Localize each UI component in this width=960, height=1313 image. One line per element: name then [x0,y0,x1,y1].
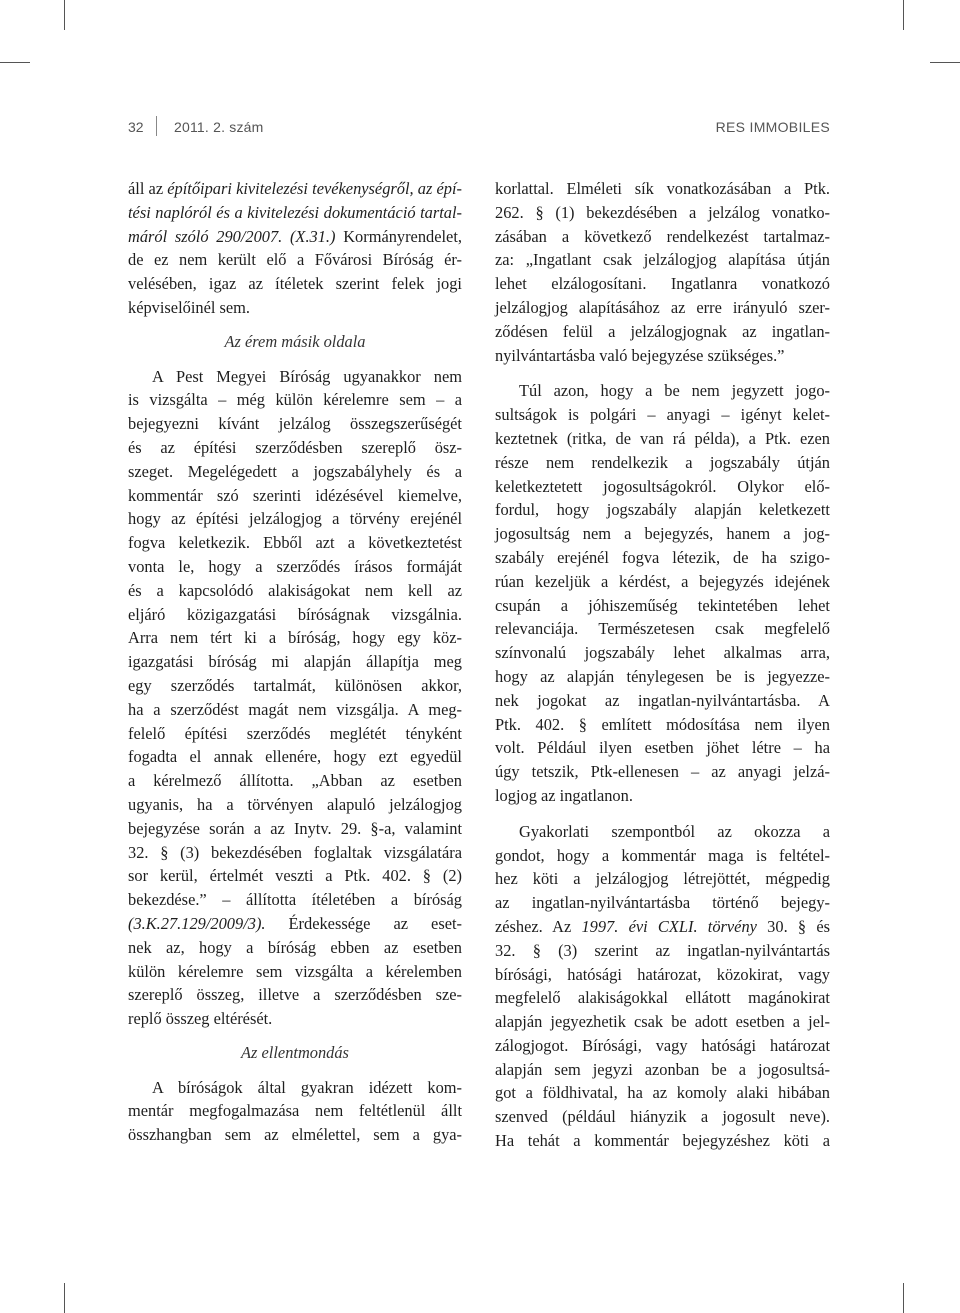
text-line [495,713,830,737]
text-segment: az ingatlan-nyilvántartásba történő bejegy- [495,893,830,913]
text-segment: színvonalú jogszabály lehet alkalmas arra, [495,643,830,663]
italic-text: tési naplóról és a kivitelezési dokumentáció tartal- [128,202,462,222]
crop-mark [64,1283,65,1313]
text-line [495,820,830,844]
text-line [128,248,462,272]
text-segment: logjog az ingatlanon. [495,785,633,805]
text-line [495,1058,830,1082]
left-paragraph-1 [128,177,462,320]
text-line [495,498,830,522]
text-segment: és a kapcsolódó alakiságokat nem kell az [128,580,462,600]
text-line [495,403,830,427]
text-segment: A Pest Megyei Bíróság ugyanakkor nem [152,366,462,386]
text-segment: de ez nem került elő a Fővárosi Bíróság ér- [128,250,462,270]
text-line [495,1034,830,1058]
text-line [128,1076,462,1100]
text-line [495,570,830,594]
text-line [495,736,830,760]
text-line [128,177,462,201]
text-segment: külön kérelemre sem vizsgálta a kérelemben [128,961,462,981]
italic-text: építőipari kivitelezési tevékenységről, az épí- [167,179,462,198]
text-segment: Túl azon, hogy a be nem jegyzett jogo- [519,381,830,401]
text-line [495,379,830,403]
text-segment: jelzálogjog alapításához az erre irányuló szer- [495,297,830,317]
text-line [495,248,830,272]
text-segment: bejegyzése során a az Inytv. 29. §-a, valamint [128,818,462,838]
text-line [128,603,462,627]
text-segment: sultságok is polgári – anyagi – igényt kelet- [495,405,830,425]
section-heading: Az érem másik oldala [224,331,366,351]
text-line [128,793,462,817]
crop-mark [903,0,904,30]
text-segment: szeget. Megelégedett a jogszabályhely és a [128,461,462,481]
text-segment: keztetnek (ritka, de van rá példa), a Ptk. ezen [495,428,830,448]
text-line [128,1099,462,1123]
text-segment: got a földhivatal, ha az komoly alaki hibában [495,1083,830,1103]
text-segment: Kormányrendelet, [335,226,462,246]
text-line [495,272,830,296]
text-line [128,225,462,249]
text-line [128,912,462,936]
text-segment: ződésen felül a jelzálogjognak az ingatlan- [495,321,830,341]
text-segment: volt. Például ilyen esetben jöhet létre – ha [495,738,830,758]
text-segment: rúan kezeljük a kérdést, a bejegyzés idejének [495,571,830,591]
text-line [128,650,462,674]
right-column [495,177,830,1153]
text-line [495,225,830,249]
text-line [495,594,830,618]
text-segment: áll az [128,179,168,198]
text-line [495,986,830,1010]
text-line [128,864,462,888]
text-line [495,1010,830,1034]
text-line [128,722,462,746]
text-line [495,177,830,201]
text-segment: ugyanis, ha a törvényen alapuló jelzálogjog [128,794,462,814]
text-line [495,1129,830,1153]
text-line [128,936,462,960]
text-segment: szereplő összeg, illetve a szerződésben sze- [128,985,462,1005]
text-line [128,698,462,722]
text-segment: bírósági, hatósági határozat, közokirat, vagy [495,964,830,984]
text-segment: fogva keletkezik. Ebből azt a következtetést [128,533,462,553]
text-line [128,412,462,436]
paragraph-gap [495,367,830,379]
text-line [128,296,462,320]
text-line [495,1105,830,1129]
text-line [128,769,462,793]
text-segment: za: „Ingatlant csak jelzálogjog alapítása útján [495,250,830,270]
text-line [495,844,830,868]
text-line [128,365,462,389]
text-segment: korlattal. Elméleti sík vonatkozásában a Ptk. [495,179,830,198]
text-segment: Érdekessége az eset- [265,913,462,933]
text-segment: igazgatási bíróság mi alapján állapítja meg [128,652,462,672]
text-line [495,344,830,368]
text-segment: egy szerződés tartalmát, különösen akkor, [128,675,462,695]
text-line [128,960,462,984]
text-line [128,436,462,460]
text-segment: szabály erejénél fogva létezik, de ha szigo- [495,547,830,567]
text-segment: bejegyezni kívánt jelzálog összegszerűségét [128,414,462,434]
text-segment: 30. § és [756,916,830,936]
page-number: 32 [128,119,144,135]
text-segment: hogy az alapján ténylegesen be is jegyezze- [495,666,830,686]
text-line [495,451,830,475]
text-line [495,760,830,784]
left-column [128,177,462,1147]
text-line [128,555,462,579]
running-header [128,119,830,141]
crop-mark [930,62,960,63]
text-segment: hez köti a jelzálogjog létrejöttét, mégpedig [495,869,830,889]
section-heading: Az ellentmondás [241,1042,349,1062]
text-line [128,388,462,412]
text-line [495,617,830,641]
text-segment: 32. § (3) szerint az ingatlan-nyilvántartás [495,940,830,960]
text-line [495,867,830,891]
text-segment: gondot, hogy a kommentár maga is feltétel- [495,845,830,865]
text-line [495,641,830,665]
text-segment: zásában a következő rendelkezést tartalmaz- [495,226,830,246]
text-segment: nek jogokat az ingatlan-nyilvántartásba. A [495,690,830,710]
paragraph-gap [495,808,830,820]
text-segment: eljáró közigazgatási bíróságnak vizsgálnia. [128,604,462,624]
text-segment: a kérelmező állította. „Abban az esetben [128,771,462,791]
text-line [495,689,830,713]
text-line [128,484,462,508]
text-segment: Gyakorlati szempontból az okozza a [519,821,830,841]
text-segment: úgy tetszik, Ptk-ellenesen – az anyagi jelzá- [495,762,830,782]
text-segment: és az építési szerződésben szereplő ösz- [128,437,462,457]
text-segment: szenved (például hiányzik a jogosult neve). [495,1107,830,1127]
issue-label: 2011. 2. szám [174,119,264,135]
text-segment: keletkeztetett jogosultságokról. Olykor elő- [495,476,830,496]
text-line [495,522,830,546]
text-line [495,475,830,499]
text-segment: relevanciája. Természetesen csak megfelelő [495,619,830,639]
right-paragraph-3 [495,820,830,1153]
text-segment: összhangban sem az elmélettel, sem a gya- [128,1125,462,1145]
text-line [128,579,462,603]
header-divider [156,116,157,136]
text-segment: jogosultság nem a bejegyzés, hanem a jog- [495,524,830,544]
text-line [495,427,830,451]
text-line [128,626,462,650]
crop-mark [0,62,30,63]
text-segment: felelő építési szerződés meglétét tényként [128,723,462,743]
journal-title: RES IMMOBILES [715,119,830,135]
text-line [495,296,830,320]
italic-text: 1997. évi CXLI. törvény [581,916,757,936]
right-paragraph-2 [495,379,830,807]
text-line [495,915,830,939]
crop-mark [903,1283,904,1313]
text-line [128,201,462,225]
text-line [495,891,830,915]
text-line [128,531,462,555]
text-segment: Arra nem tért ki a bíróság, hogy egy köz- [128,628,462,648]
text-segment: nyilvántartásba való bejegyzése szükséges.” [495,345,785,365]
text-segment: zálogjogot. Bírósági, vagy hatósági határozat [495,1035,830,1055]
text-segment: 262. § (1) bekezdésében a jelzálog vonatko- [495,202,830,222]
text-segment: bekezdése.” – állította ítéletében a bíróság [128,890,462,910]
italic-text: (3.K.27.129/2009/3). [128,913,266,933]
text-segment: Ha tehát a kommentár bejegyzéshez köti a [495,1131,830,1151]
text-segment: ha a szerződést magát nem vizsgálja. A meg- [128,699,462,719]
right-paragraph-1 [495,177,830,367]
crop-mark [64,0,65,30]
text-segment: velésében, igaz az ítéletek szerint felek jogi [128,274,462,294]
text-line [495,320,830,344]
text-line [128,983,462,1007]
text-segment: sor kerül, értelmét veszti a Ptk. 402. § (2) [128,866,462,886]
text-line [128,272,462,296]
text-line [128,745,462,769]
text-line [128,674,462,698]
text-segment: Ptk. 402. § említett módosítása nem ilyen [495,714,830,734]
text-line [495,546,830,570]
text-line [495,939,830,963]
text-segment: fordul, hogy jogszabály alapján keletkezett [495,500,830,520]
text-segment: képviselőinél sem. [128,297,250,317]
text-line [495,784,830,808]
text-line [495,201,830,225]
text-segment: mentár megfogalmazása nem feltétlenül állt [128,1101,462,1121]
text-segment: csupán a jóhiszeműség tekintetében lehet [495,595,830,615]
text-line [495,963,830,987]
text-line [128,1007,462,1031]
text-segment: része nem rendelkezik a jogszabály útján [495,452,830,472]
text-segment: alapján jegyezhetik csak be adott esetben a jel- [495,1012,830,1032]
text-segment: zéshez. Az [495,916,582,936]
text-line [128,507,462,531]
text-line [495,665,830,689]
text-segment: 32. § (3) bekezdésében foglaltak vizsgálatára [128,842,462,862]
text-segment: kommentár szó szerinti idézésével kiemelve, [128,485,462,505]
text-line [128,841,462,865]
text-segment: A bíróságok által gyakran idézett kom- [152,1077,462,1097]
text-segment: alapján sem jegyzi azonban be a jogosultsá- [495,1059,830,1079]
text-segment: lehet elzálogosítani. Ingatlanra vonatkozó [495,274,830,294]
text-segment: megfelelő alakiságokkal ellátott magánokirat [495,988,830,1008]
text-segment: vonta le, hogy a szerződés írásos formáját [128,556,462,576]
text-line [495,1081,830,1105]
text-segment: nek az, hogy a bíróság ebben az esetben [128,937,462,957]
text-segment: fogadta el annak ellenére, hogy ezt egyedül [128,747,462,767]
text-line [128,1123,462,1147]
text-segment: hogy az építési jelzálogjog a törvény erejénél [128,509,462,529]
text-line [128,888,462,912]
left-paragraph-3 [128,1076,462,1147]
text-segment: is vizsgálta – még külön kérelemre sem – a [128,390,462,410]
italic-text: máról szóló 290/2007. (X.31.) [128,226,336,246]
text-segment: replő összeg eltérését. [128,1009,273,1029]
left-paragraph-2 [128,365,462,1031]
text-line [128,460,462,484]
text-line [128,817,462,841]
